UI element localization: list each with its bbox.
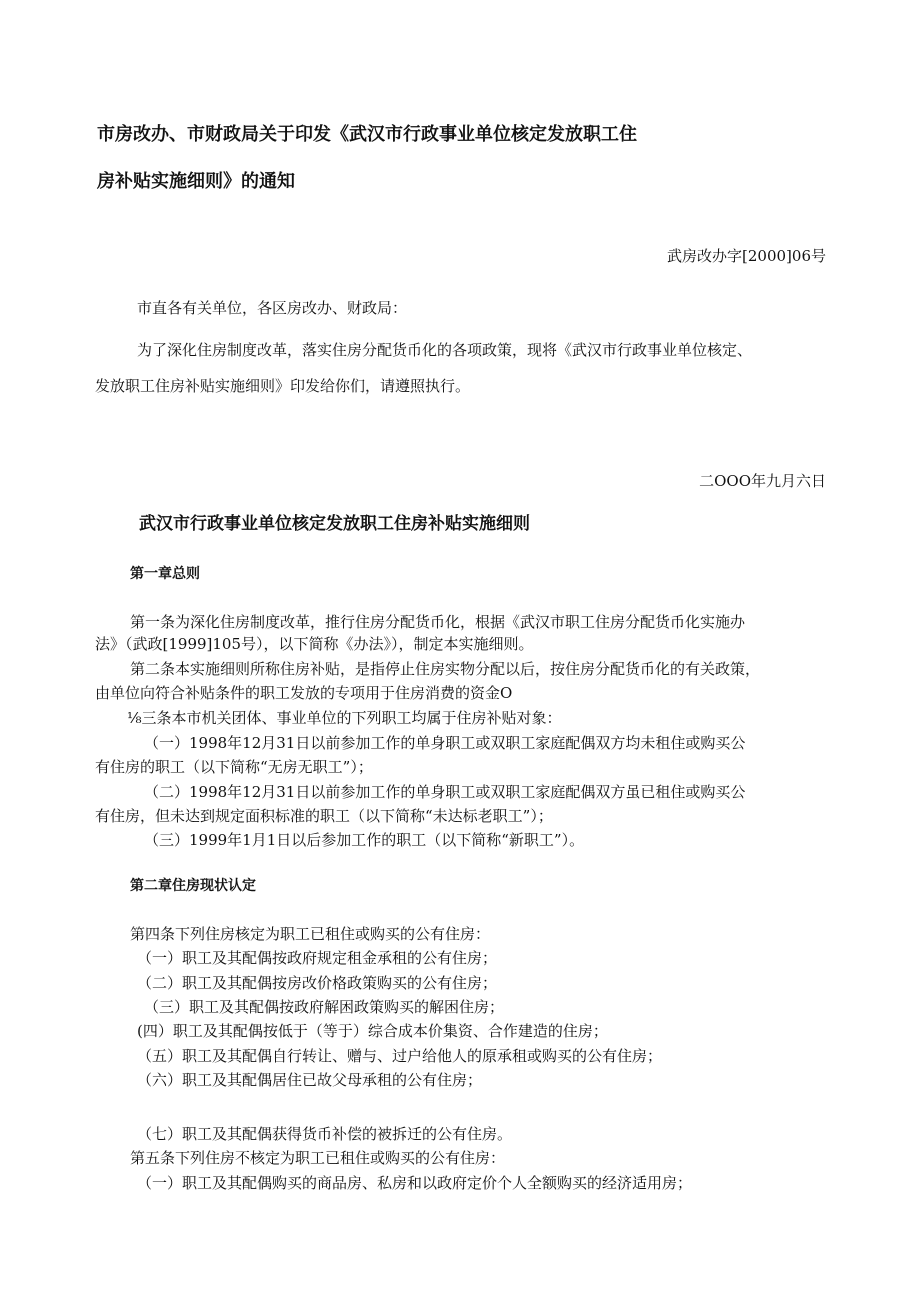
chapter-2-line: 第五条下列住房不核定为职工已租住或购买的公有住房： bbox=[130, 1149, 506, 1167]
chapter-1-line: 有住房，但未达到规定面积标准的职工（以下简称“未达标老职工”）； bbox=[95, 807, 553, 825]
chapter-1-line: （一）1998年12月31日以前参加工作的单身职工或双职工家庭配偶双方均未租住或购买公 bbox=[144, 734, 746, 752]
chapter-2-line: (四）职工及其配偶按低于（等于）综合成本价集资、合作建造的住房； bbox=[137, 1022, 608, 1040]
chapter-1-line: （二）1998年12月31日以前参加工作的单身职工或双职工家庭配偶双方虽已租住或购买公 bbox=[144, 783, 746, 801]
document-title-line-2: 房补贴实施细则》的通知 bbox=[97, 171, 295, 192]
document-number: 武房改办字[2000]06号 bbox=[667, 247, 826, 265]
chapter-1-line: 法》（武政[1999]105号），以下简称《办法》），制定本实施细则。 bbox=[95, 635, 534, 653]
issue-date: 二OOO年九月六日 bbox=[699, 472, 826, 490]
chapter-1-line: 由单位向符合补贴条件的职工发放的专项用于住房消费的资金O bbox=[95, 684, 513, 702]
chapter-1-line: 第二条本实施细则所称住房补贴，是指停止住房实物分配以后，按住房分配货币化的有关政策， bbox=[130, 660, 761, 678]
chapter-2-heading: 第二章住房现状认定 bbox=[130, 878, 256, 894]
chapter-1-line: 有住房的职工（以下简称“无房无职工”）； bbox=[95, 758, 373, 776]
chapter-1-line: 第一条为深化住房制度改革，推行住房分配货币化，根据《武汉市职工住房分配货币化实施办 bbox=[130, 613, 746, 631]
chapter-2-line: （七）职工及其配偶获得货币补偿的被拆迁的公有住房。 bbox=[137, 1125, 513, 1143]
chapter-1-line: （三）1999年1月1日以后参加工作的职工（以下简称“新职工”）。 bbox=[144, 831, 585, 849]
chapter-2-line: （三）职工及其配偶按政府解困政策购买的解困住房； bbox=[144, 998, 505, 1016]
chapter-2-line: （一）职工及其配偶按政府规定租金承租的公有住房； bbox=[137, 949, 498, 967]
chapter-2-line: （一）职工及其配偶购买的商品房、私房和以政府定价个人全额购买的经济适用房； bbox=[137, 1174, 693, 1192]
rules-title: 武汉市行政事业单位核定发放职工住房补贴实施细则 bbox=[139, 514, 530, 534]
chapter-1-line: ⅛三条本市机关团体、事业单位的下列职工均属于住房补贴对象： bbox=[127, 709, 562, 727]
chapter-1-heading: 第一章总则 bbox=[130, 566, 200, 582]
chapter-2-line: （六）职工及其配偶居住已故父母承租的公有住房； bbox=[137, 1071, 483, 1089]
intro-line-1: 为了深化住房制度改革，落实住房分配货币化的各项政策，现将《武汉市行政事业单位核定、 bbox=[137, 341, 753, 359]
chapter-2-line: 第四条下列住房核定为职工已租住或购买的公有住房： bbox=[130, 925, 491, 943]
chapter-2-line: （二）职工及其配偶按房改价格政策购买的公有住房； bbox=[137, 974, 498, 992]
document-title-line-1: 市房改办、市财政局关于印发《武汉市行政事业单位核定发放职工住 bbox=[97, 124, 637, 145]
salutation: 市直各有关单位，各区房改办、财政局： bbox=[137, 299, 408, 317]
chapter-2-line: （五）职工及其配偶自行转让、赠与、过户给他人的原承租或购买的公有住房； bbox=[137, 1047, 663, 1065]
intro-line-2: 发放职工住房补贴实施细则》印发给你们，请遵照执行。 bbox=[95, 377, 471, 395]
